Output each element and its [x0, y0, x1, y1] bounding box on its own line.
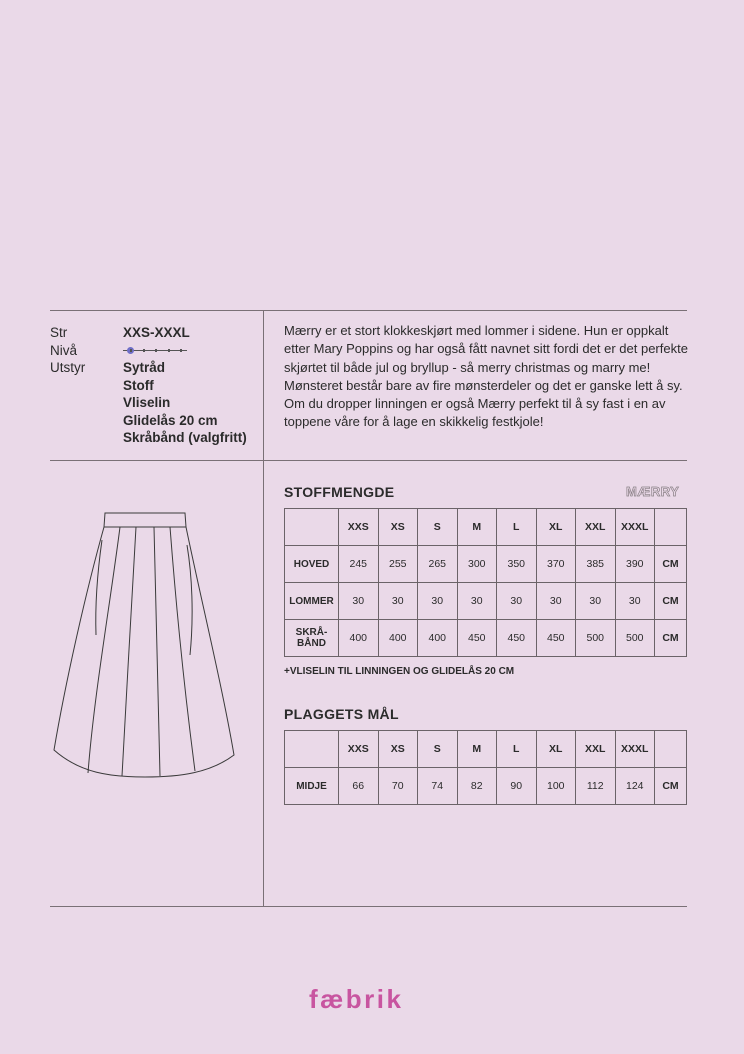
- table-cell: 30: [418, 583, 458, 620]
- table-cell: 245: [339, 546, 379, 583]
- table-cell: 66: [339, 768, 379, 805]
- table-cell: 30: [536, 583, 576, 620]
- brand-logo: fæbrik: [309, 984, 404, 1014]
- size-header: XS: [378, 509, 418, 546]
- size-header: L: [497, 731, 537, 768]
- measurements-title: PLAGGETS MÅL: [284, 706, 399, 722]
- equipment-item: Vliselin: [123, 395, 171, 410]
- size-header: XL: [536, 731, 576, 768]
- unit-cell: CM: [655, 620, 687, 657]
- fabric-title: STOFFMENGDE: [284, 484, 395, 500]
- equipment-list: [123, 359, 247, 447]
- row-label-line: SKRÅ-: [295, 627, 328, 638]
- column-divider: [263, 310, 264, 907]
- size-header: S: [418, 731, 458, 768]
- table-row: [285, 583, 687, 620]
- table-cell: 300: [457, 546, 497, 583]
- size-header: XL: [536, 509, 576, 546]
- unit-header: [655, 731, 687, 768]
- size-header: L: [497, 509, 537, 546]
- table-cell: 30: [497, 583, 537, 620]
- table-cell: 450: [536, 620, 576, 657]
- table-cell: 450: [457, 620, 497, 657]
- equipment-item: Stoff: [123, 377, 154, 393]
- level-tick: [130, 349, 132, 352]
- middle-divider: [50, 460, 687, 461]
- table-cell: 400: [418, 620, 458, 657]
- unit-cell: CM: [655, 768, 687, 805]
- table-cell: 400: [339, 620, 379, 657]
- size-label: Str: [50, 325, 68, 340]
- bottom-divider: [50, 906, 687, 907]
- table-corner: [285, 509, 339, 546]
- fabric-note: +VLISELIN TIL LINNINGEN OG GLIDELÅS 20 CM: [284, 666, 515, 677]
- unit-cell: CM: [655, 546, 687, 583]
- level-tick: [168, 349, 170, 352]
- table-cell: 265: [418, 546, 458, 583]
- row-label: LOMMER: [285, 583, 339, 620]
- size-header: XXXL: [615, 509, 655, 546]
- table-cell: 90: [497, 768, 537, 805]
- size-header: XXL: [576, 731, 616, 768]
- equipment-item: Sytråd: [123, 360, 166, 375]
- table-cell: 350: [497, 546, 537, 583]
- equipment-label: Utstyr: [50, 360, 86, 375]
- table-row: [285, 620, 687, 657]
- row-label: HOVED: [285, 546, 339, 583]
- table-cell: 30: [378, 583, 418, 620]
- table-cell: 30: [339, 583, 379, 620]
- table-row: [285, 546, 687, 583]
- level-tick: [180, 349, 182, 352]
- equipment-item: Glidelås 20 cm: [123, 412, 218, 428]
- pattern-description: Mærry er et stort klokkeskjørt med lommer i sidene. Hun er oppkalt etter Mary Poppins og har også fått navnet sitt fordi det er det perfekte skjørtet til både jul og bryllup - så merry christmas og marry me! Mønsteret består bare av fire mønsterdeler og det er ganske lett å sy. Om du dropper linningen er også Mærry perfekt til å sy fast i en av toppene våre for å lage en skikkelig festkjole!: [284, 323, 688, 430]
- row-label: MIDJE: [285, 768, 339, 805]
- size-header: XXS: [339, 509, 379, 546]
- table-cell: 370: [536, 546, 576, 583]
- equipment-item: Skråbånd (valgfritt): [123, 430, 247, 445]
- row-label: [285, 620, 339, 657]
- table-cell: 30: [615, 583, 655, 620]
- table-cell: 70: [378, 768, 418, 805]
- table-cell: 500: [615, 620, 655, 657]
- level-label: Nivå: [50, 342, 78, 358]
- pattern-name-mark: MÆRRY: [626, 484, 680, 499]
- top-divider: [50, 310, 687, 311]
- level-tick: [143, 349, 145, 352]
- table-cell: 400: [378, 620, 418, 657]
- size-header: XXS: [339, 731, 379, 768]
- table-header-row: [285, 731, 687, 768]
- size-header: M: [457, 731, 497, 768]
- table-corner: [285, 731, 339, 768]
- pattern-info: [50, 324, 247, 447]
- table-cell: 82: [457, 768, 497, 805]
- table-header-row: [285, 509, 687, 546]
- table-cell: 450: [497, 620, 537, 657]
- fabric-table: [284, 508, 687, 657]
- size-header: XXL: [576, 509, 616, 546]
- unit-cell: CM: [655, 583, 687, 620]
- table-cell: 100: [536, 768, 576, 805]
- size-header: M: [457, 509, 497, 546]
- size-header: S: [418, 509, 458, 546]
- skirt-illustration: [50, 505, 240, 785]
- table-cell: 124: [615, 768, 655, 805]
- table-cell: 385: [576, 546, 616, 583]
- table-row: [285, 768, 687, 805]
- table-cell: 30: [576, 583, 616, 620]
- measurements-table: [284, 730, 687, 805]
- table-cell: 390: [615, 546, 655, 583]
- size-header: XS: [378, 731, 418, 768]
- level-scale: [123, 350, 187, 351]
- table-cell: 74: [418, 768, 458, 805]
- table-cell: 255: [378, 546, 418, 583]
- size-header: XXXL: [615, 731, 655, 768]
- table-cell: 500: [576, 620, 616, 657]
- table-cell: 112: [576, 768, 616, 805]
- row-label-line: BÅND: [297, 638, 326, 649]
- level-indicator: [123, 342, 187, 360]
- table-cell: 30: [457, 583, 497, 620]
- level-tick: [155, 349, 157, 352]
- size-value: XXS-XXXL: [123, 325, 190, 340]
- unit-header: [655, 509, 687, 546]
